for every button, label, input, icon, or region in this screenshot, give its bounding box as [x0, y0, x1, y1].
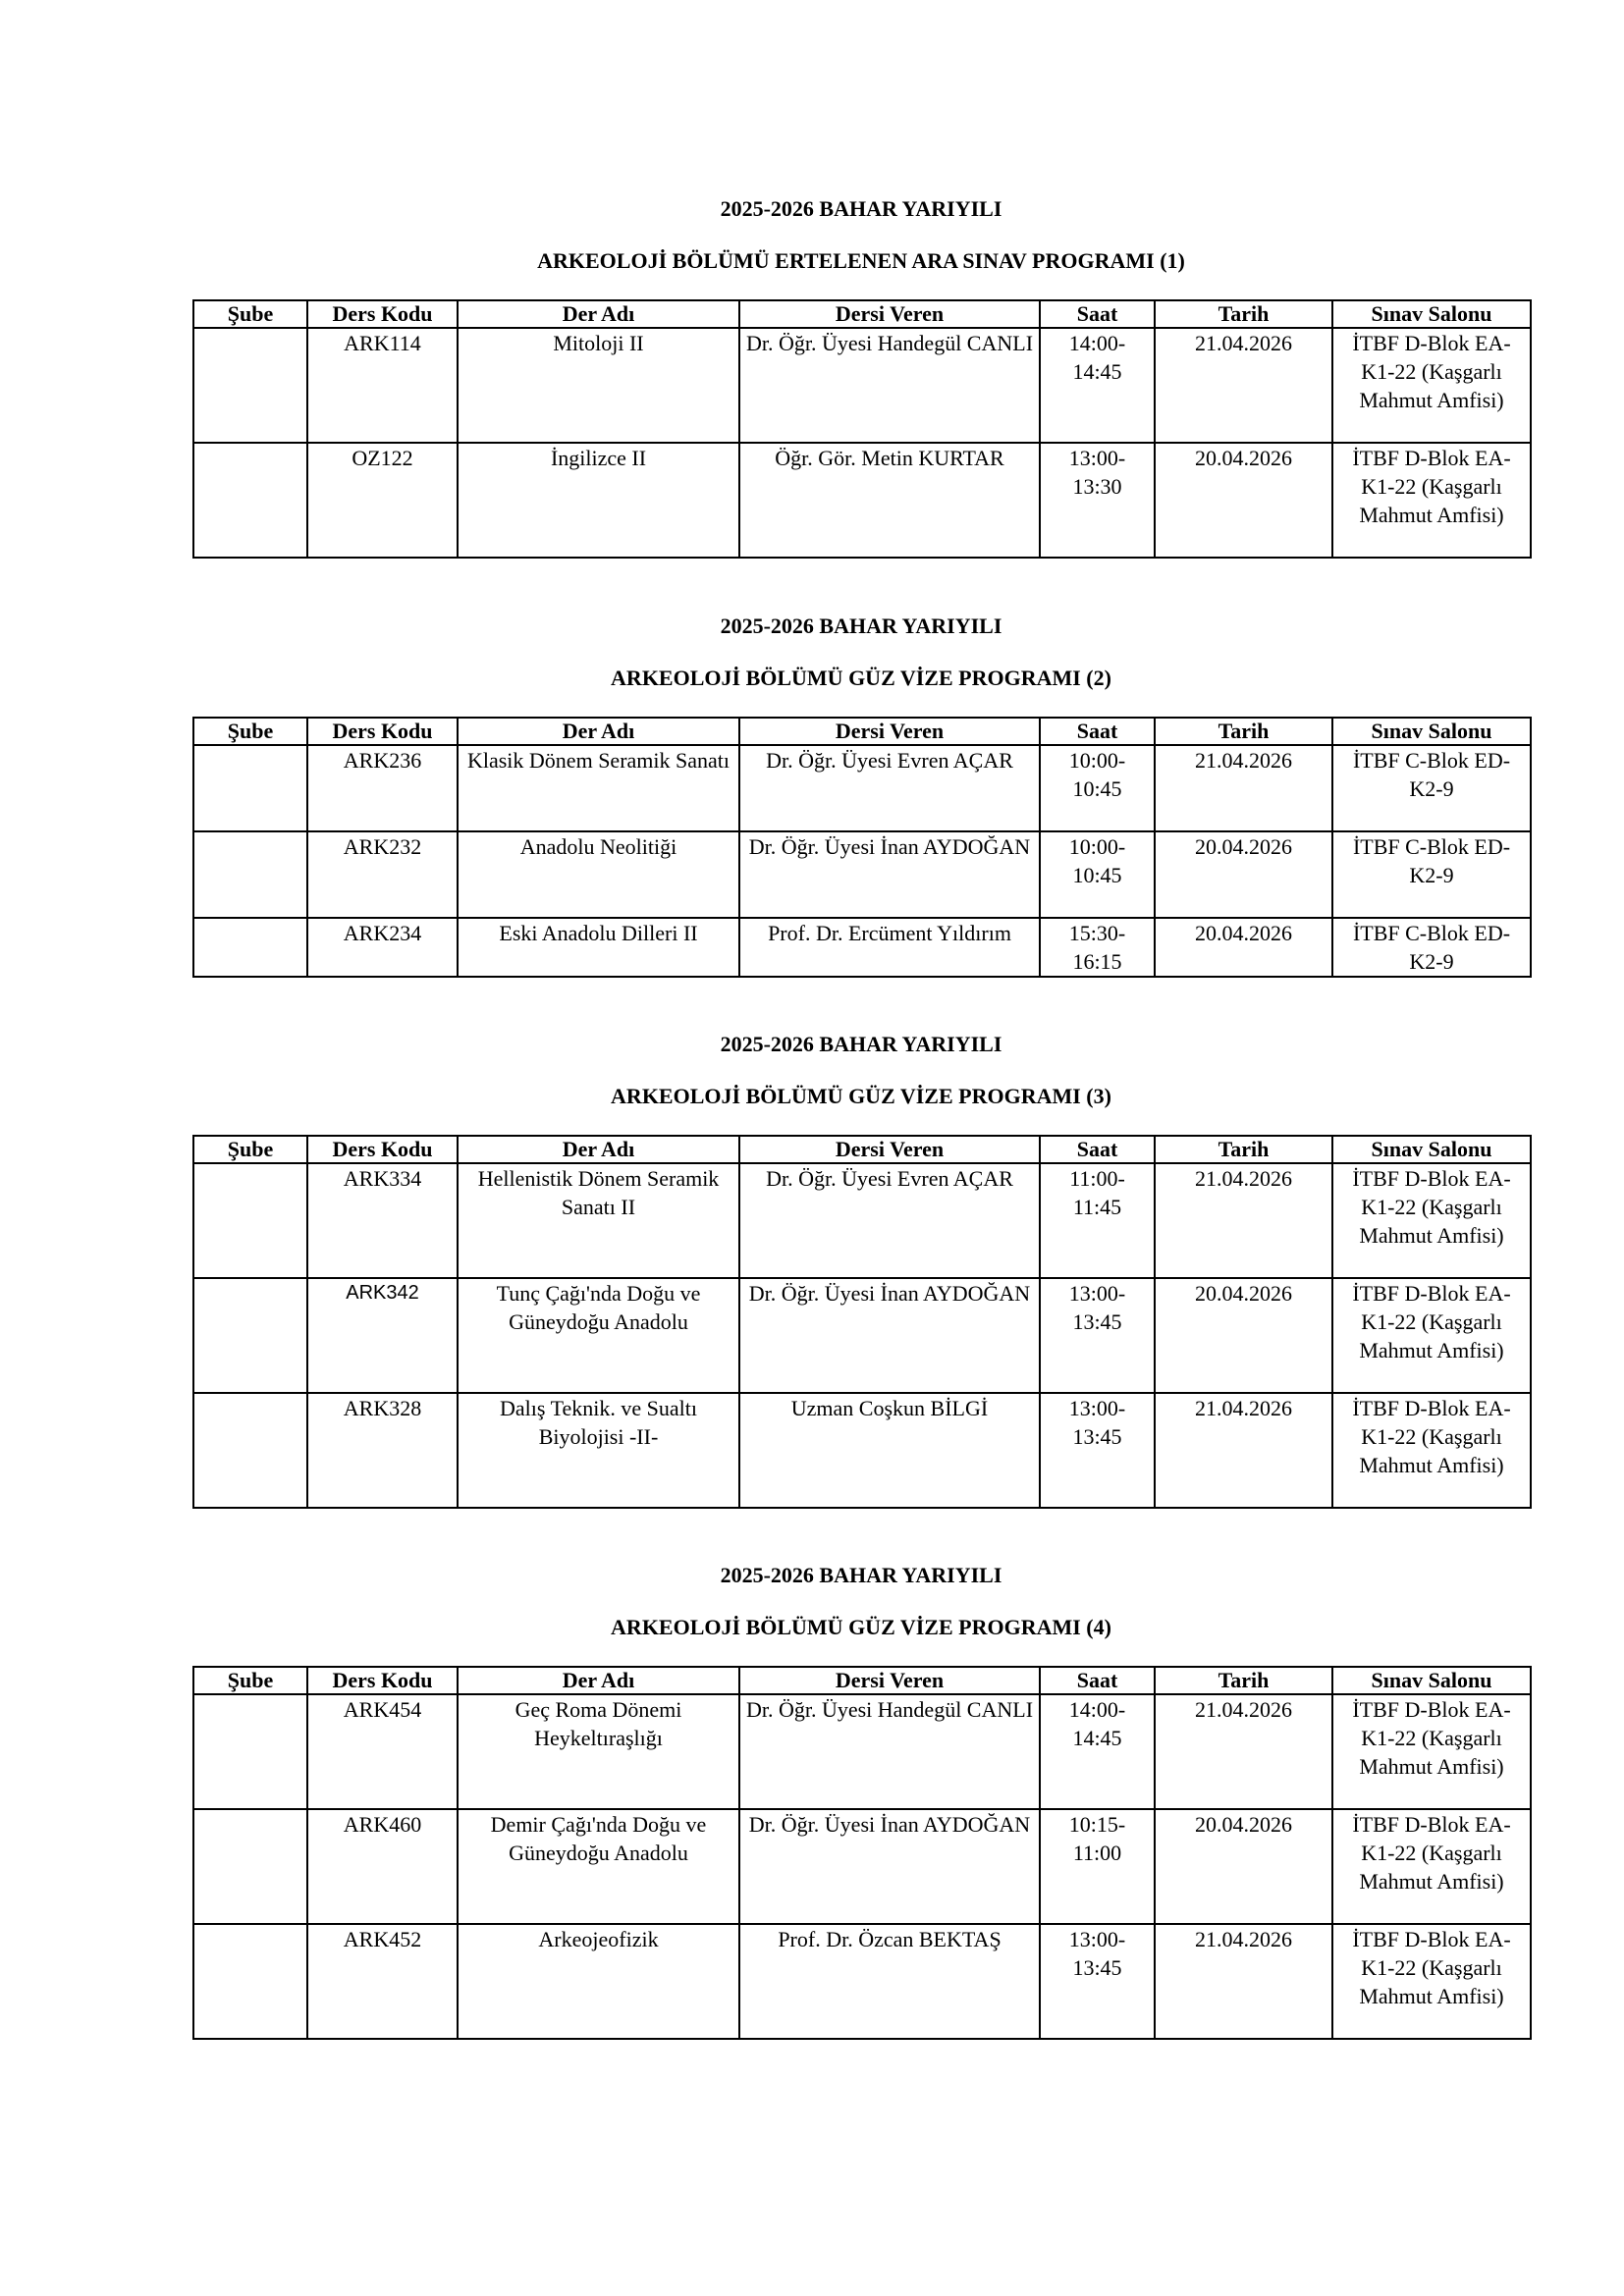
header-der-adi: Der Adı — [458, 1136, 739, 1163]
cell-time — [1040, 328, 1155, 443]
cell-course-code: ARK452 — [307, 1924, 458, 2039]
time-end: 10:45 — [1072, 863, 1122, 887]
cell-course-code: OZ122 — [307, 443, 458, 558]
cell-date: 21.04.2026 — [1155, 745, 1332, 831]
cell-course-name: Mitoloji II — [458, 328, 739, 443]
time-start: 13:00- — [1068, 1927, 1126, 1951]
time-end: 14:45 — [1072, 1726, 1122, 1750]
cell-date: 21.04.2026 — [1155, 1393, 1332, 1508]
header-ders-kodu: Ders Kodu — [307, 718, 458, 745]
header-tarih: Tarih — [1155, 1136, 1332, 1163]
cell-sube — [193, 1809, 307, 1924]
time-end: 13:45 — [1072, 1309, 1122, 1334]
header-dersi-veren: Dersi Veren — [739, 1667, 1040, 1694]
cell-time — [1040, 831, 1155, 918]
cell-instructor: Dr. Öğr. Üyesi Evren AÇAR — [739, 745, 1040, 831]
cell-date: 20.04.2026 — [1155, 831, 1332, 918]
table-row — [193, 1393, 1531, 1508]
cell-instructor: Dr. Öğr. Üyesi Evren AÇAR — [739, 1163, 1040, 1278]
header-sube: Şube — [193, 1667, 307, 1694]
cell-course-name: Demir Çağı'nda Doğu ve Güneydoğu Anadolu — [458, 1809, 739, 1924]
cell-instructor: Uzman Coşkun BİLGİ — [739, 1393, 1040, 1508]
header-ders-kodu: Ders Kodu — [307, 300, 458, 328]
header-saat: Saat — [1040, 1136, 1155, 1163]
cell-sube — [193, 1924, 307, 2039]
time-start: 13:00- — [1068, 446, 1126, 470]
exam-section-3 — [192, 1032, 1530, 1509]
cell-course-code: ARK342 — [307, 1278, 458, 1393]
cell-course-code: ARK328 — [307, 1393, 458, 1508]
cell-exam-room: İTBF D-Blok EA-K1-22 (Kaşgarlı Mahmut Amfisi) — [1332, 1809, 1531, 1924]
cell-sube — [193, 1278, 307, 1393]
cell-instructor: Prof. Dr. Özcan BEKTAŞ — [739, 1924, 1040, 2039]
exam-table — [192, 1135, 1532, 1509]
time-start: 11:00- — [1069, 1166, 1125, 1191]
cell-instructor: Dr. Öğr. Üyesi Handegül CANLI — [739, 328, 1040, 443]
cell-exam-room: İTBF C-Blok ED-K2-9 — [1332, 745, 1531, 831]
cell-time — [1040, 1924, 1155, 2039]
cell-time — [1040, 1393, 1155, 1508]
cell-course-name: Eski Anadolu Dilleri II — [458, 918, 739, 977]
cell-instructor: Dr. Öğr. Üyesi İnan AYDOĞAN — [739, 1809, 1040, 1924]
time-end: 13:45 — [1072, 1955, 1122, 1980]
cell-instructor: Öğr. Gör. Metin KURTAR — [739, 443, 1040, 558]
cell-course-name: Arkeojeofizik — [458, 1924, 739, 2039]
exam-table — [192, 299, 1532, 559]
cell-time — [1040, 918, 1155, 977]
header-der-adi: Der Adı — [458, 300, 739, 328]
exam-section-2 — [192, 614, 1530, 978]
header-der-adi: Der Adı — [458, 718, 739, 745]
time-end: 13:30 — [1072, 474, 1122, 499]
header-saat: Saat — [1040, 300, 1155, 328]
header-dersi-veren: Dersi Veren — [739, 718, 1040, 745]
cell-exam-room: İTBF D-Blok EA-K1-22 (Kaşgarlı Mahmut Amfisi) — [1332, 328, 1531, 443]
time-end: 13:45 — [1072, 1424, 1122, 1449]
cell-instructor: Prof. Dr. Ercüment Yıldırım — [739, 918, 1040, 977]
cell-date: 21.04.2026 — [1155, 328, 1332, 443]
time-end: 11:45 — [1072, 1195, 1122, 1219]
header-ders-kodu: Ders Kodu — [307, 1136, 458, 1163]
table-header-row — [193, 1136, 1531, 1163]
cell-course-code: ARK334 — [307, 1163, 458, 1278]
cell-date: 21.04.2026 — [1155, 1694, 1332, 1809]
cell-sube — [193, 1393, 307, 1508]
exam-table — [192, 1666, 1532, 2040]
semester-heading: 2025-2026 BAHAR YARIYILI — [720, 1032, 1002, 1056]
table-header-row — [193, 300, 1531, 328]
cell-sube — [193, 1163, 307, 1278]
header-der-adi: Der Adı — [458, 1667, 739, 1694]
cell-instructor: Dr. Öğr. Üyesi İnan AYDOĞAN — [739, 831, 1040, 918]
cell-exam-room: İTBF D-Blok EA-K1-22 (Kaşgarlı Mahmut Amfisi) — [1332, 1924, 1531, 2039]
cell-course-name: Klasik Dönem Seramik Sanatı — [458, 745, 739, 831]
cell-instructor: Dr. Öğr. Üyesi İnan AYDOĞAN — [739, 1278, 1040, 1393]
header-sinav-salonu: Sınav Salonu — [1332, 718, 1531, 745]
program-title: ARKEOLOJİ BÖLÜMÜ GÜZ VİZE PROGRAMI (3) — [611, 1084, 1111, 1108]
header-sinav-salonu: Sınav Salonu — [1332, 300, 1531, 328]
cell-sube — [193, 745, 307, 831]
cell-course-code: ARK460 — [307, 1809, 458, 1924]
cell-exam-room: İTBF D-Blok EA-K1-22 (Kaşgarlı Mahmut Amfisi) — [1332, 1163, 1531, 1278]
table-row — [193, 918, 1531, 977]
header-dersi-veren: Dersi Veren — [739, 300, 1040, 328]
header-saat: Saat — [1040, 1667, 1155, 1694]
time-end: 11:00 — [1072, 1841, 1122, 1865]
cell-course-name: Anadolu Neolitiği — [458, 831, 739, 918]
cell-date: 20.04.2026 — [1155, 1809, 1332, 1924]
time-start: 14:00- — [1068, 1697, 1126, 1722]
program-title: ARKEOLOJİ BÖLÜMÜ GÜZ VİZE PROGRAMI (4) — [611, 1615, 1111, 1639]
cell-course-name: İngilizce II — [458, 443, 739, 558]
header-saat: Saat — [1040, 718, 1155, 745]
cell-exam-room: İTBF D-Blok EA-K1-22 (Kaşgarlı Mahmut Amfisi) — [1332, 1694, 1531, 1809]
cell-course-name: Tunç Çağı'nda Doğu ve Güneydoğu Anadolu — [458, 1278, 739, 1393]
exam-section-4 — [192, 1563, 1530, 2040]
cell-exam-room: İTBF C-Blok ED-K2-9 — [1332, 831, 1531, 918]
table-row — [193, 443, 1531, 558]
cell-course-code: ARK454 — [307, 1694, 458, 1809]
table-row — [193, 1278, 1531, 1393]
cell-time — [1040, 1694, 1155, 1809]
semester-heading: 2025-2026 BAHAR YARIYILI — [720, 614, 1002, 638]
header-sube: Şube — [193, 300, 307, 328]
header-sinav-salonu: Sınav Salonu — [1332, 1667, 1531, 1694]
cell-sube — [193, 328, 307, 443]
table-row — [193, 1809, 1531, 1924]
time-start: 10:15- — [1068, 1812, 1126, 1837]
program-title: ARKEOLOJİ BÖLÜMÜ GÜZ VİZE PROGRAMI (2) — [611, 666, 1111, 690]
table-header-row — [193, 718, 1531, 745]
header-dersi-veren: Dersi Veren — [739, 1136, 1040, 1163]
cell-date: 21.04.2026 — [1155, 1924, 1332, 2039]
cell-sube — [193, 831, 307, 918]
cell-sube — [193, 443, 307, 558]
time-start: 10:00- — [1068, 834, 1126, 859]
cell-time — [1040, 1278, 1155, 1393]
cell-course-name: Hellenistik Dönem Seramik Sanatı II — [458, 1163, 739, 1278]
header-tarih: Tarih — [1155, 300, 1332, 328]
table-row — [193, 1924, 1531, 2039]
cell-sube — [193, 918, 307, 977]
header-sube: Şube — [193, 1136, 307, 1163]
header-sube: Şube — [193, 718, 307, 745]
cell-course-name: Geç Roma Dönemi Heykeltıraşlığı — [458, 1694, 739, 1809]
cell-time — [1040, 1163, 1155, 1278]
program-title: ARKEOLOJİ BÖLÜMÜ ERTELENEN ARA SINAV PROGRAMI (1) — [537, 248, 1185, 273]
cell-date: 20.04.2026 — [1155, 918, 1332, 977]
time-start: 13:00- — [1068, 1396, 1126, 1420]
header-tarih: Tarih — [1155, 1667, 1332, 1694]
table-row — [193, 328, 1531, 443]
cell-course-code: ARK114 — [307, 328, 458, 443]
cell-exam-room: İTBF C-Blok ED-K2-9 — [1332, 918, 1531, 977]
header-sinav-salonu: Sınav Salonu — [1332, 1136, 1531, 1163]
exam-table — [192, 717, 1532, 978]
table-row — [193, 1163, 1531, 1278]
cell-time — [1040, 1809, 1155, 1924]
cell-course-name: Dalış Teknik. ve Sualtı Biyolojisi -II- — [458, 1393, 739, 1508]
cell-date: 20.04.2026 — [1155, 443, 1332, 558]
cell-time — [1040, 443, 1155, 558]
table-row — [193, 745, 1531, 831]
time-start: 14:00- — [1068, 331, 1126, 355]
cell-course-code: ARK236 — [307, 745, 458, 831]
semester-heading: 2025-2026 BAHAR YARIYILI — [720, 196, 1002, 221]
time-start: 15:30- — [1068, 921, 1126, 945]
cell-date: 20.04.2026 — [1155, 1278, 1332, 1393]
table-row — [193, 831, 1531, 918]
cell-date: 21.04.2026 — [1155, 1163, 1332, 1278]
cell-sube — [193, 1694, 307, 1809]
cell-exam-room: İTBF D-Blok EA-K1-22 (Kaşgarlı Mahmut Amfisi) — [1332, 443, 1531, 558]
time-end: 14:45 — [1072, 359, 1122, 384]
header-ders-kodu: Ders Kodu — [307, 1667, 458, 1694]
cell-exam-room: İTBF D-Blok EA-K1-22 (Kaşgarlı Mahmut Amfisi) — [1332, 1278, 1531, 1393]
cell-instructor: Dr. Öğr. Üyesi Handegül CANLI — [739, 1694, 1040, 1809]
cell-time — [1040, 745, 1155, 831]
time-end: 16:15 — [1072, 949, 1122, 974]
time-start: 10:00- — [1068, 748, 1126, 773]
header-tarih: Tarih — [1155, 718, 1332, 745]
table-row — [193, 1694, 1531, 1809]
cell-course-code: ARK234 — [307, 918, 458, 977]
exam-section-1 — [192, 196, 1530, 559]
time-start: 13:00- — [1068, 1281, 1126, 1306]
table-header-row — [193, 1667, 1531, 1694]
cell-exam-room: İTBF D-Blok EA-K1-22 (Kaşgarlı Mahmut Amfisi) — [1332, 1393, 1531, 1508]
cell-course-code: ARK232 — [307, 831, 458, 918]
semester-heading: 2025-2026 BAHAR YARIYILI — [720, 1563, 1002, 1587]
time-end: 10:45 — [1072, 776, 1122, 801]
